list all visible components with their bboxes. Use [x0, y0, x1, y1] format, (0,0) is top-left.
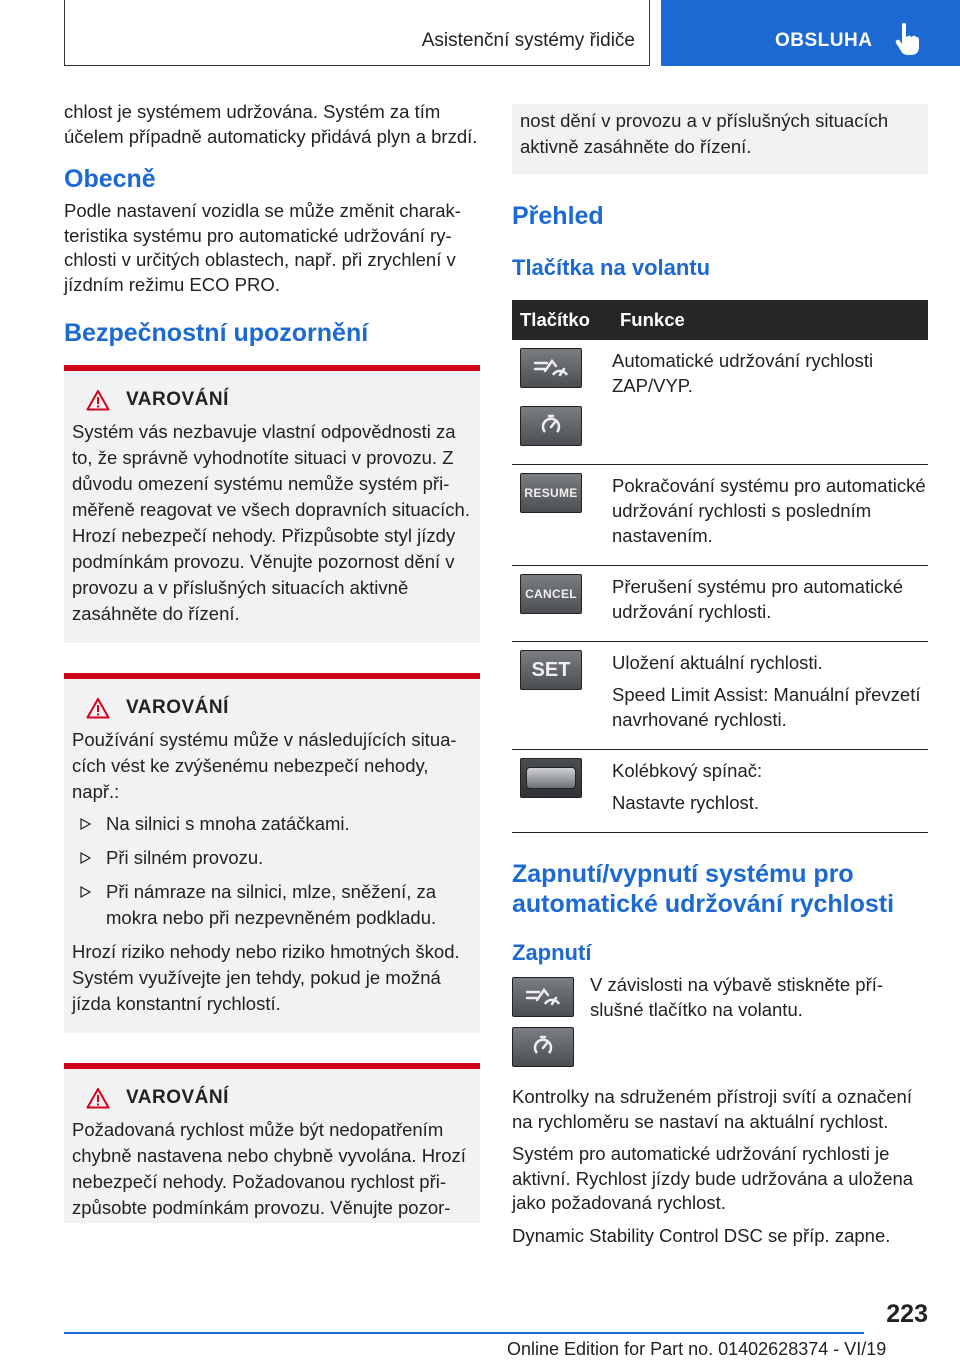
warning-text: nost dění v provozu a v příslušných situacích aktivně zasáhněte do řízení.	[520, 110, 889, 157]
speed-limiter-icon	[538, 413, 564, 439]
header-section	[64, 0, 650, 66]
function-text: Automatické udržování rychlosti ZAP/VYP.	[612, 350, 874, 396]
indicator-text: Kontrolky na sdruženém přístroji svítí a označení na rychloměru se nastaví na aktuální rychlost.	[512, 1086, 912, 1132]
overview-heading: Přehled	[512, 202, 604, 230]
warning-triangle-icon	[86, 389, 110, 411]
switch-on-heading: Zapnutí	[512, 940, 592, 965]
dsc-text: Dynamic Stability Control DSC se příp. zapne.	[512, 1224, 891, 1246]
speed-limiter-button	[520, 406, 582, 446]
onoff-heading: Zapnutí/vypnutí systému pro automatické udržování rychlosti	[512, 860, 895, 918]
table-row	[512, 566, 928, 642]
function-text: Speed Limit Assist: Manuální převzetí navrhované rychlosti.	[612, 684, 921, 730]
function-text: Kolébkový spínač:	[612, 760, 763, 781]
warning-triangle-icon	[86, 1087, 110, 1109]
list-item: Při silném provozu.	[72, 845, 472, 871]
table-row	[512, 750, 928, 833]
press-button-text: V závislosti na výbavě stiskněte příslušné tlačítko na volantu.	[590, 974, 884, 1020]
speed-limiter-button	[512, 1027, 574, 1067]
situation-list	[72, 811, 472, 931]
function-text: Pokračování systému pro automatické udržování rychlosti s posledním nastavením.	[612, 475, 926, 546]
resume-button: RESUME	[520, 473, 582, 513]
column-header-function: Funkce	[620, 309, 685, 330]
bullet-triangle-icon	[80, 818, 91, 830]
table-header-row	[512, 300, 928, 340]
set-button: SET	[520, 650, 582, 690]
bullet-triangle-icon	[80, 886, 91, 898]
warning-text: Používání systému může v následujících situacích vést ke zvýšenému nebezpečí nehody, např.:	[72, 729, 457, 802]
hand-pointer-icon	[893, 22, 921, 56]
left-column	[64, 100, 480, 1223]
speed-limiter-icon	[530, 1034, 556, 1060]
cruise-control-button	[512, 977, 574, 1017]
list-item: Při námraze na silnici, mlze, sněžení, za mokra nebo při nezpevněném podkladu.	[72, 879, 472, 931]
cruise-control-button	[520, 348, 582, 388]
table-row	[512, 340, 928, 465]
section-title: Asistenční systémy řidiče	[421, 30, 635, 51]
warning-box-3	[64, 1063, 480, 1223]
warning-after-text: Hrozí riziko nehody nebo riziko hmotných škod. Systém využívejte jen tehdy, pokud je možná jízda konstantní rychlostí.	[72, 941, 460, 1014]
edition-text: Online Edition for Part no. 01402628374 - VI/19	[507, 1339, 887, 1359]
warning-box-2	[64, 673, 480, 1033]
cruise-control-icon	[531, 355, 571, 381]
footer-divider	[64, 1332, 864, 1334]
warning-text: Požadovaná rychlost může být nedopatřením chybně nastavena nebo chybně vyvolána. Hrozí nebezpečí nehody. Požadovanou rychlost přizpůsobte podmínkám provozu. Věnujte pozor-	[72, 1119, 466, 1218]
warning-triangle-icon	[86, 697, 110, 719]
intro-text: chlost je systémem udržována. Systém za tím účelem případně automaticky přidává plyn a brzdí.	[64, 101, 478, 147]
cruise-control-icon	[523, 984, 563, 1010]
safety-heading: Bezpečnostní upozornění	[64, 319, 369, 347]
function-text: Přerušení systému pro automatické udržování rychlosti.	[612, 576, 903, 622]
active-text: Systém pro automatické udržování rychlosti je aktivní. Rychlost jízdy bude udržována a uložena jako požadovaná rychlost.	[512, 1143, 914, 1213]
bullet-triangle-icon	[80, 852, 91, 864]
warning-text: Systém vás nezbavuje vlastní odpovědnosti za to, že správně vyhodnotíte situaci v provozu. Z důvodu omezení systému nemůže systém přiměřeně reagovat ve všech dopravních situacích. Hrozí nebezpečí nehody. Přizpůsobte styl jízdy podmínkám provozu. Věnujte pozornost dění v provozu a v příslušných situacích aktivně zasáhněte do řízení.	[72, 421, 470, 624]
steering-buttons-heading: Tlačítka na volantu	[512, 255, 711, 280]
list-item: Na silnici s mnoha zatáčkami.	[72, 811, 472, 837]
switch-on-instruction	[512, 974, 928, 1077]
table-row	[512, 642, 928, 750]
general-text: Podle nastavení vozidla se může změnit charakteristika systému pro automatické udržování rychlosti v určitých oblastech, např. při zrychlení v jízdním režimu ECO PRO.	[64, 200, 461, 295]
steering-buttons-table	[512, 300, 928, 833]
general-heading: Obecně	[64, 165, 156, 193]
rocker-switch-icon	[526, 767, 576, 789]
table-row	[512, 465, 928, 566]
chapter-tab-label: OBSLUHA	[775, 30, 873, 51]
cancel-button: CANCEL	[520, 574, 582, 614]
page-number: 223	[886, 1300, 928, 1328]
function-text: Uložení aktuální rychlosti.	[612, 652, 823, 673]
warning-title: VAROVÁNÍ	[126, 389, 229, 410]
warning-title: VAROVÁNÍ	[126, 697, 229, 718]
chapter-tab[interactable]	[661, 0, 960, 66]
column-header-button: Tlačítko	[520, 309, 590, 330]
rocker-switch	[520, 758, 582, 798]
warning-continuation	[512, 104, 928, 174]
warning-box-1	[64, 365, 480, 643]
right-column	[512, 104, 928, 1256]
function-text: Nastavte rychlost.	[612, 792, 760, 813]
warning-title: VAROVÁNÍ	[126, 1087, 229, 1108]
